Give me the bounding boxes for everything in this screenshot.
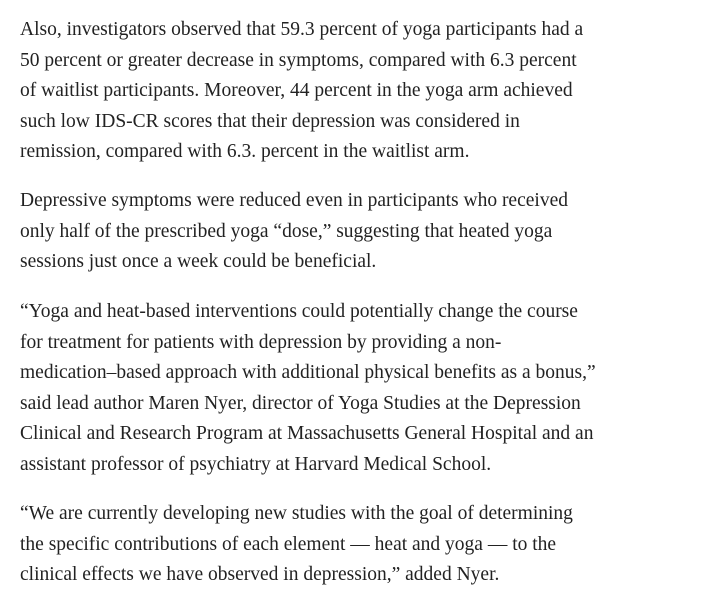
text-line: for treatment for patients with depression by providing a non-: [20, 331, 502, 353]
text-line: “Yoga and heat-based interventions could potentially change the course: [20, 301, 578, 322]
paragraph-author-quote: [20, 297, 596, 480]
text-line: remission, compared with 6.3. percent in the waitlist arm.: [20, 141, 470, 162]
text-line: Depressive symptoms were reduced even in participants who received: [20, 190, 568, 211]
text-line: sessions just once a week could be beneficial.: [20, 251, 377, 272]
text-line: “We are currently developing new studies with the goal of determining: [20, 503, 573, 524]
text-line: Clinical and Research Program at Massachusetts General Hospital and an: [20, 423, 594, 444]
text-line: 50 percent or greater decrease in symptoms, compared with 6.3 percent: [20, 49, 577, 71]
text-line: medication–based approach with additional physical benefits as a bonus,”: [20, 362, 596, 383]
text-line: clinical effects we have observed in depression,” added Nyer.: [20, 564, 500, 585]
text-line: assistant professor of psychiatry at Harvard Medical School.: [20, 453, 492, 475]
text-line: Also, investigators observed that 59.3 percent of yoga participants had a: [20, 19, 584, 40]
paragraph-yoga-results: [20, 15, 583, 168]
paragraph-future-studies: [20, 499, 573, 591]
text-line: the specific contributions of each element — heat and yoga — to the: [20, 533, 557, 555]
text-line: said lead author Maren Nyer, director of Yoga Studies at the Depression: [20, 392, 581, 414]
text-line: of waitlist participants. Moreover, 44 percent in the yoga arm achieved: [20, 80, 573, 101]
text-line: such low IDS-CR scores that their depression was considered in: [20, 110, 520, 132]
text-line: only half of the prescribed yoga “dose,” suggesting that heated yoga: [20, 220, 553, 242]
paragraph-half-dose: [20, 186, 568, 278]
